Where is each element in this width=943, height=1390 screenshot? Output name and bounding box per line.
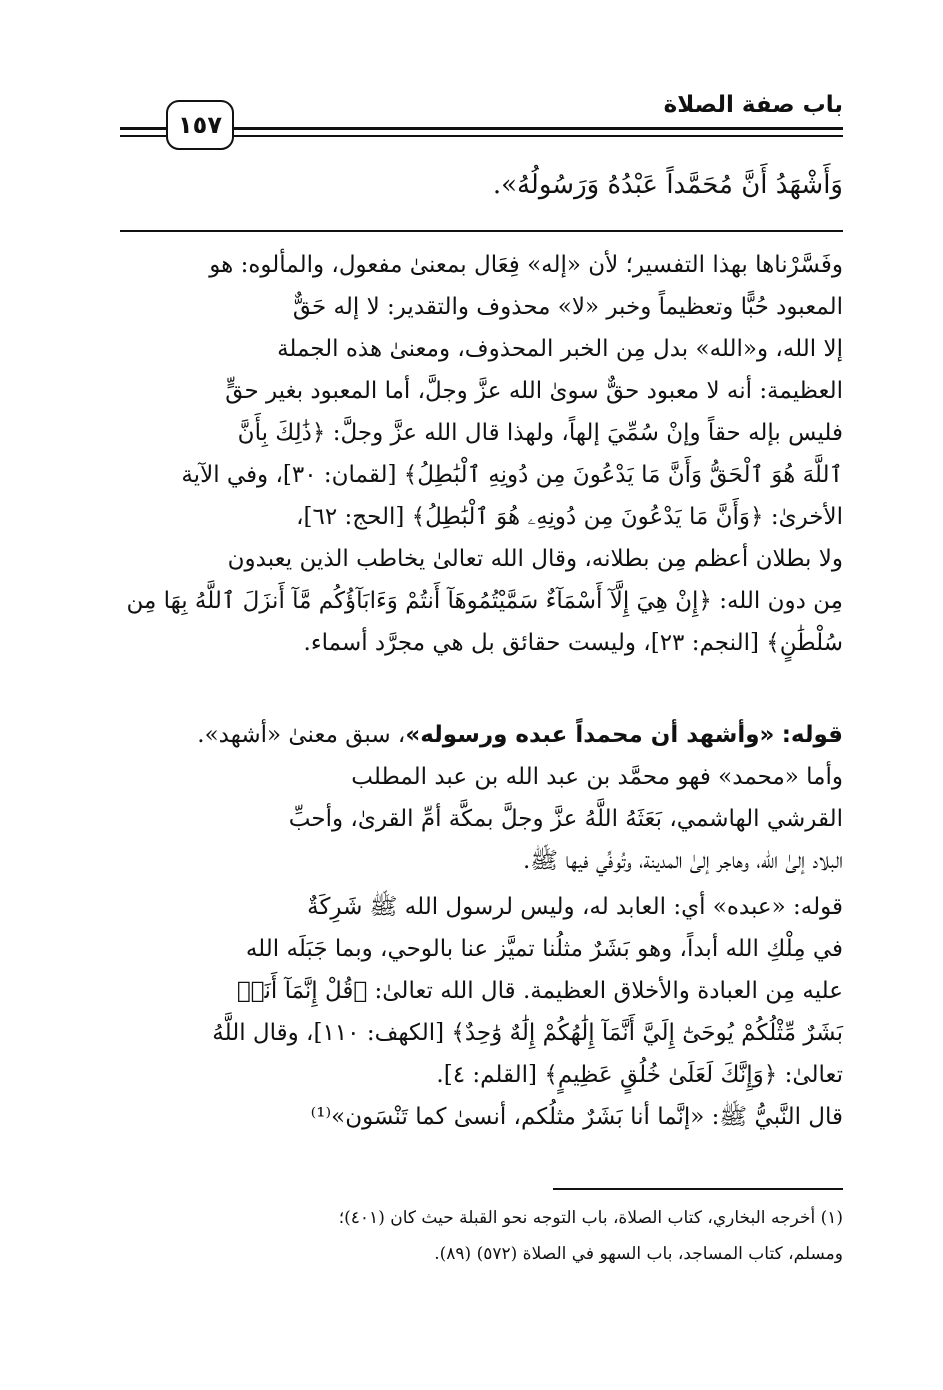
footnotes <box>103 1200 843 1272</box>
text-line: تعالىٰ: ﴿وَإِنَّكَ لَعَلَىٰ خُلُقٍ عَظِيمٍ﴾ [القلم: ٤]. <box>436 1062 843 1088</box>
text-line: القرشي الهاشمي، بَعَثَهُ اللَّهُ عزَّ وجلَّ بمكَّة أمِّ القرىٰ، وأحبِّ <box>288 806 843 832</box>
text-line: الأخرىٰ: ﴿وَأَنَّ مَا يَدْعُونَ مِن دُونِهِۦ هُوَ ٱلْبَٰطِلُ﴾ [الحج: ٦٢]، <box>296 504 843 530</box>
commentary-block-3 <box>103 886 843 1138</box>
text-line: وأما «محمد» فهو محمَّد بن عبد الله بن عبد المطلب <box>351 764 843 790</box>
text-line: قال النَّبيُّ ﷺ: «إنَّما أنا بَشَرٌ مثلُكم، أنسىٰ كما تَنْسَون»⁽¹⁾ <box>310 1104 843 1130</box>
text-line: المعبود حُبًّا وتعظيماً وخبر «لا» محذوف والتقدير: لا إله حَقٌّ <box>292 294 843 320</box>
text-line: العظيمة: أنه لا معبود حقٌّ سوىٰ الله عزَّ وجلَّ، أما المعبود بغير حقٍّ <box>225 378 843 404</box>
qawluh-label: قوله: <box>781 722 843 748</box>
text-line: مِن دون الله: ﴿إِنْ هِيَ إِلَّآ أَسْمَآءٌ سَمَّيْتُمُوهَآ أَنتُمْ وَءَابَآؤُكُم مَّآ أَنزَلَ ٱللَّهُ بِهَا مِن <box>126 588 843 614</box>
text-line: البلاد إلىٰ الله، وهاجر إلىٰ المدينة، وتُوفِّي فيها ﷺ. <box>522 848 843 874</box>
commentary-block-2 <box>103 714 843 882</box>
qawluh-quote: «وأشهد أن محمداً عبده ورسوله» <box>405 722 775 748</box>
footnote-line: ومسلم، كتاب المساجد، باب السهو في الصلاة (٥٧٢) (٨٩). <box>434 1244 843 1264</box>
commentary-block-1 <box>103 244 843 664</box>
footnote-separator <box>553 1188 843 1190</box>
header-rule-left-thick <box>120 127 170 130</box>
text-line: سُلْطَٰنٍ﴾ [النجم: ٢٣]، وليست حقائق بل هي مجرَّد أسماء. <box>303 630 843 656</box>
page-number: ١٥٧ <box>166 100 234 150</box>
matn-line: وَأَشْهَدُ أَنَّ مُحَمَّداً عَبْدُهُ وَرَسُولُهُ». <box>492 170 843 200</box>
matn-text <box>103 155 843 215</box>
qawluh-rest: ، سبق معنىٰ «أشهد». <box>197 722 406 748</box>
text-line: وفَسَّرْناها بهذا التفسير؛ لأن «إله» فِعَال بمعنىٰ مفعول، والمألوه: هو <box>209 252 843 278</box>
text-line: ٱللَّهَ هُوَ ٱلْحَقُّ وَأَنَّ مَا يَدْعُونَ مِن دُونِهِ ٱلْبَٰطِلُ﴾ [لقمان: ٣٠]، وفي الآية <box>181 462 843 488</box>
text-line: بَشَرٌ مِّثْلُكُمْ يُوحَىٰٓ إِلَيَّ أَنَّمَآ إِلَٰهُكُمْ إِلَٰهٌ وَٰحِدٌ﴾ [الكهف: ١١٠]، وقال اللَّهُ <box>212 1020 843 1046</box>
matn-separator <box>120 230 843 232</box>
text-line: ولا بطلان أعظم مِن بطلانه، وقال الله تعالىٰ يخاطب الذين يعبدون <box>227 546 843 572</box>
qawluh-line <box>103 714 843 756</box>
text-line: قوله: «عبده» أي: العابد له، وليس لرسول الله ﷺ شَرِكَةٌ <box>307 894 843 920</box>
header-rule-thick <box>234 127 843 130</box>
text-line: في مِلْكِ الله أبداً، وهو بَشَرٌ مثلُنا تميَّز عنا بالوحي، وبما جَبَلَه الله <box>245 936 843 962</box>
text-line: فليس بإله حقاً وإنْ سُمِّيَ إلهاً، ولهذا قال الله عزَّ وجلَّ: ﴿ذَٰلِكَ بِأَنَّ <box>237 420 843 446</box>
header-rule-thin <box>234 135 843 137</box>
text-line: عليه مِن العبادة والأخلاق العظيمة. قال الله تعالىٰ: ﴿قُلْ إِنَّمَآ أَنَا۠ <box>236 978 843 1004</box>
header-rule-left-thin <box>120 135 170 137</box>
chapter-title: باب صفة الصلاة <box>663 92 843 118</box>
text-line: إلا الله، و«الله» بدل مِن الخبر المحذوف، ومعنىٰ هذه الجملة <box>277 336 843 362</box>
footnote-line: (١) أخرجه البخاري، كتاب الصلاة، باب التوجه نحو القبلة حيث كان (٤٠١)؛ <box>338 1208 843 1228</box>
